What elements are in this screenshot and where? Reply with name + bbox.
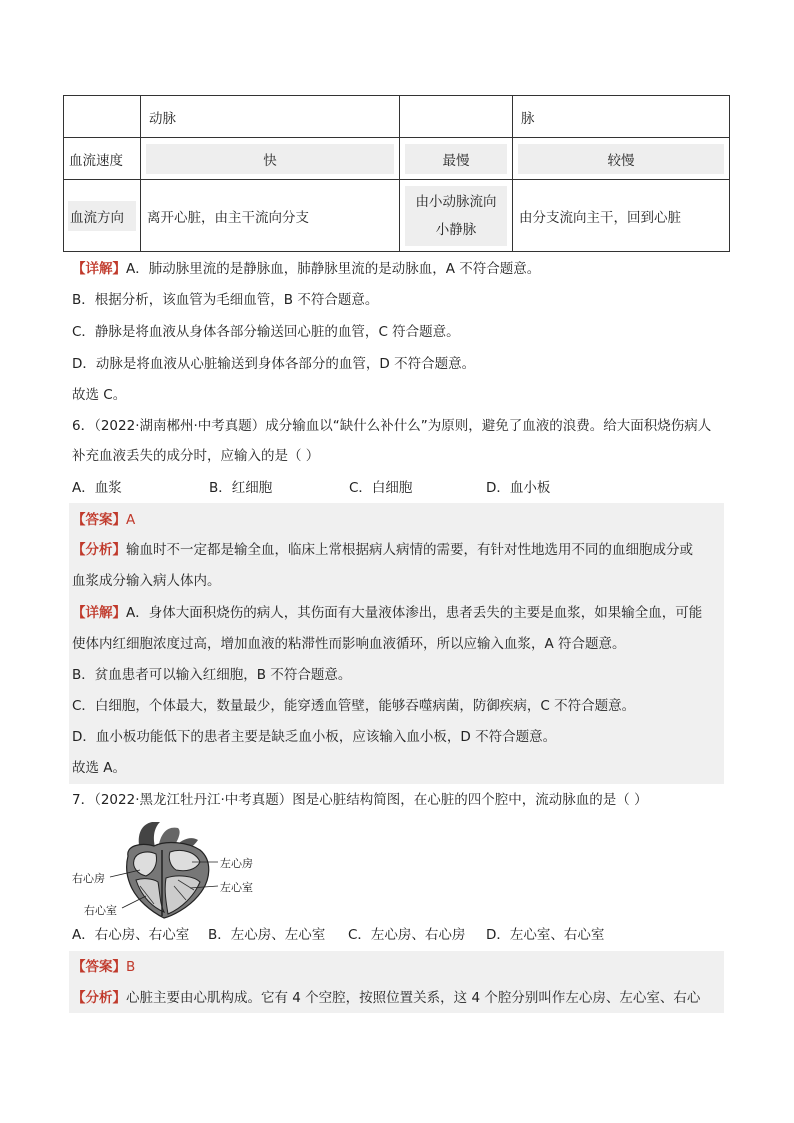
table-corner-cell [64, 96, 141, 138]
q6-option-b: B．红细胞 [209, 480, 273, 496]
q7-answer: 【答案】B [72, 959, 136, 975]
q6-stem-line1: 6．（2022·湖南郴州·中考真题）成分输血以“缺什么补什么”为原则，避免了血液的浪费。给大面积烧伤病人 [72, 418, 712, 434]
q7-option-b: B．左心房、左心室 [208, 927, 326, 943]
table-header-artery: 动脉 [141, 96, 400, 138]
q6-detail-line4: C．白细胞，个体最大，数量最少，能穿透血管壁，能够吞噬病菌，防御疾病，C 不符合题意。 [72, 698, 636, 714]
vessel-comparison-table [63, 95, 730, 252]
q6-stem-line2: 补充血液丢失的成分时，应输入的是（ ） [72, 448, 320, 464]
q5-detail-line-d: D．动脉是将血液从心脏输送到身体各部分的血管，D 不符合题意。 [72, 356, 476, 372]
q7-analysis-line1: 【分析】心脏主要由心肌构成。它有 4 个空腔，按照位置关系，这 4 个腔分别叫作左心房、左心室、右心 [72, 990, 701, 1006]
table-row-label-direction: 血流方向 [64, 180, 141, 252]
q7-stem: 7．（2022·黑龙江牡丹江·中考真题）图是心脏结构简图，在心脏的四个腔中，流动脉血的是（ ） [72, 792, 648, 808]
q5-conclusion: 故选 C。 [72, 387, 127, 403]
table-header-vein: 脉 [513, 96, 730, 138]
table-header-capillary [400, 96, 513, 138]
table-cell-capillary-speed: 最慢 [400, 138, 513, 180]
q6-option-a: A．血浆 [72, 480, 122, 496]
q6-detail-line5: D．血小板功能低下的患者主要是缺乏血小板，应该输入血小板，D 不符合题意。 [72, 729, 557, 745]
label-left-atrium: 左心房 [220, 857, 253, 870]
table-cell-vein-direction: 由分支流向主干，回到心脏 [513, 180, 730, 252]
table-cell-artery-direction: 离开心脏，由主干流向分支 [141, 180, 400, 252]
heart-diagram [70, 820, 270, 920]
table-cell-vein-speed: 较慢 [513, 138, 730, 180]
capillary-direction-line2: 小静脉 [435, 221, 477, 238]
q6-option-c: C．白细胞 [349, 480, 413, 496]
q6-answer: 【答案】A [72, 512, 136, 528]
q6-detail-line2: 使体内红细胞浓度过高，增加血液的粘滞性而影响血液循环，所以应输入血浆，A 符合题意。 [72, 636, 626, 652]
q5-detail-line-b: B．根据分析，该血管为毛细血管，B 不符合题意。 [72, 292, 379, 308]
q5-detail-line-c: C．静脉是将血液从身体各部分输送回心脏的血管，C 符合题意。 [72, 324, 460, 340]
q7-option-c: C．左心房、右心房 [348, 927, 466, 943]
table-cell-artery-speed: 快 [141, 138, 400, 180]
capillary-direction-line1: 由小动脉流向 [415, 193, 497, 210]
q6-detail-line1: 【详解】A．身体大面积烧伤的病人，其伤面有大量液体渗出，患者丢失的主要是血浆，如果输全血，可能 [72, 605, 703, 621]
q7-option-d: D．左心室、右心室 [486, 927, 605, 943]
q6-analysis-line1: 【分析】输血时不一定都是输全血，临床上常根据病人病情的需要，有针对性地选用不同的血细胞成分或 [72, 542, 693, 558]
table-row-label-speed: 血流速度 [64, 138, 141, 180]
q6-analysis-line2: 血浆成分输入病人体内。 [72, 573, 221, 589]
table-cell-capillary-direction [400, 180, 513, 252]
q5-detail-line-a: 【详解】A．肺动脉里流的是静脉血，肺静脉里流的是动脉血，A 不符合题意。 [72, 261, 541, 277]
label-left-ventricle: 左心室 [220, 881, 253, 894]
q6-conclusion: 故选 A。 [72, 760, 127, 776]
q6-option-d: D．血小板 [486, 480, 551, 496]
label-right-ventricle: 右心室 [84, 904, 117, 917]
q6-detail-line3: B．贫血患者可以输入红细胞，B 不符合题意。 [72, 667, 352, 683]
label-right-atrium: 右心房 [72, 872, 105, 885]
q7-option-a: A．右心房、右心室 [72, 927, 190, 943]
